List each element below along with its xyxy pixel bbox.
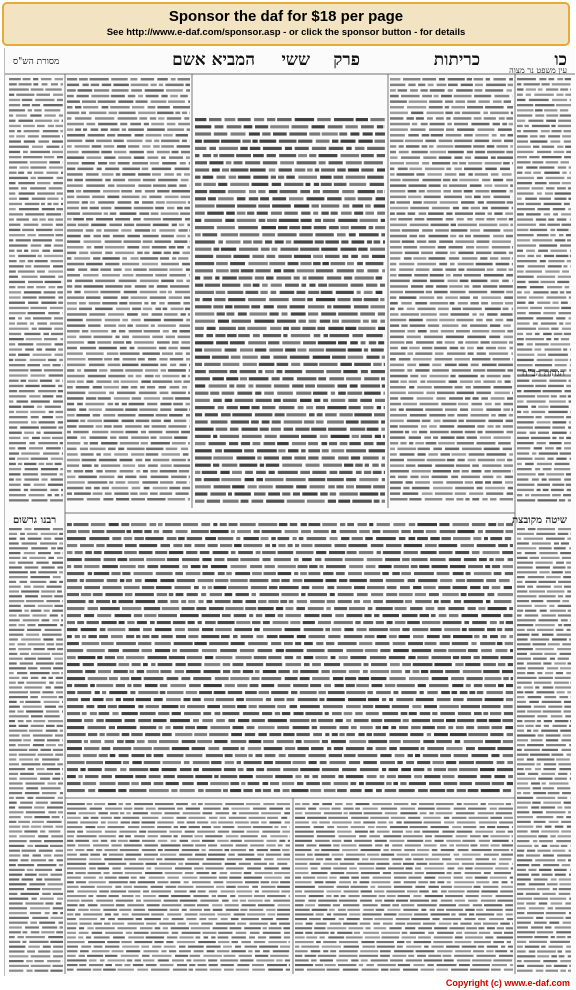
masoret-hashas-label: מסורת הש"ס bbox=[13, 57, 60, 67]
sponsor-banner[interactable] bbox=[2, 2, 570, 46]
tractate-name: כריתות bbox=[433, 50, 480, 70]
daf-number: כו bbox=[554, 50, 567, 70]
ein-mishpat-label: עין משפט נר מצוה bbox=[509, 66, 567, 75]
footer bbox=[0, 978, 576, 990]
hagahot-title: הגהות הב"ח bbox=[522, 369, 565, 379]
chapter-name: המביא אשם bbox=[172, 50, 255, 70]
ein-mishpat-column bbox=[5, 48, 575, 976]
copyright-link[interactable]: Copyright (c) www.e-daf.com bbox=[445, 978, 570, 988]
talmud-page bbox=[4, 48, 575, 976]
sponsor-title[interactable]: Sponsor the daf for $18 per page bbox=[168, 8, 404, 25]
rabbeinu-gershom-title: רבנו גרשום bbox=[13, 515, 57, 526]
sponsor-subtitle[interactable]: See http://www.e-daf.com/sponsor.asp - or click the sponsor button - for details bbox=[106, 27, 466, 38]
perek-label: פרק bbox=[333, 50, 360, 70]
shita-mekubetzet-title: שיטה מקובצת bbox=[512, 515, 567, 526]
perek-number: ששי bbox=[281, 50, 310, 70]
